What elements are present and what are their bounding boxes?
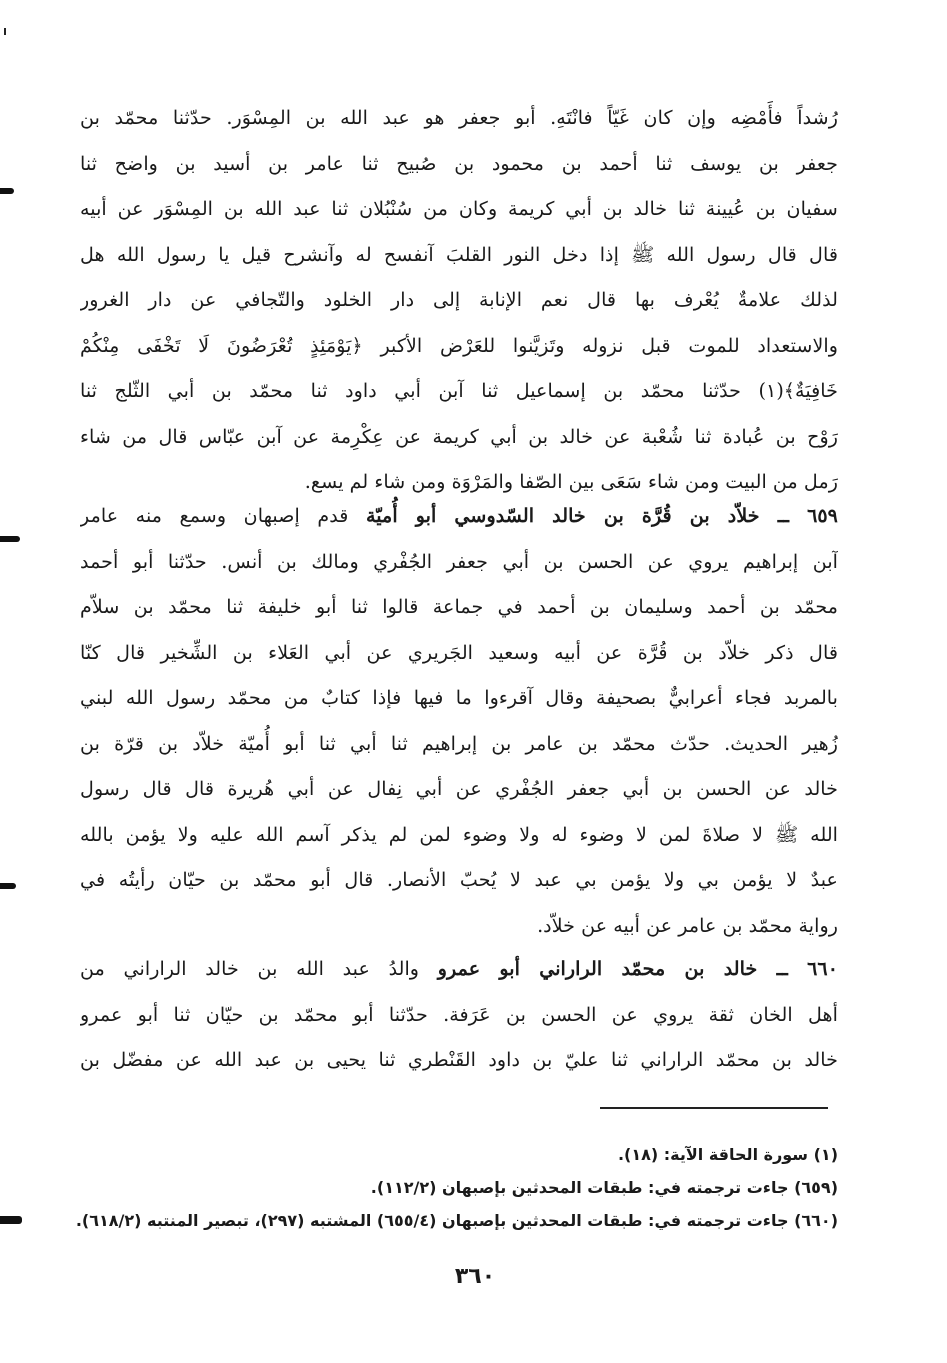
entry-heading-continuation: والدُ عبد الله بن خالد الراراني من — [80, 957, 438, 980]
text-line: خالد بن محمّد الراراني ثنا عليّ بن داود القَنْطري ثنا يحيى بن عبد الله عن مفضّل بن — [80, 1048, 838, 1071]
entry-660 — [80, 946, 838, 1083]
footnote: (٦٦٠) جاءت ترجمته في: طبقات المحدثين بإصبهان (٦٥٥/٤) المشتبه (٢٩٧)، تبصير المنتبه (٦١٨/٢). — [75, 1211, 838, 1230]
text-line: محمّد بن أحمد وسليمان بن أحمد في جماعة قالوا ثنا أبو خليفة ثنا محمّد بن سلاّم — [80, 595, 838, 618]
binding-mark — [0, 536, 20, 542]
footnote: (١) سورة الحاقة الآية: (١٨). — [617, 1145, 838, 1164]
page-number: ٣٦٠ — [454, 1264, 496, 1289]
text-line: رواية محمّد بن عامر عن أبيه عن خلاّد. — [537, 913, 838, 937]
text-line: الله ﷺ لا صلاةَ لمن لا وضوء له ولا وضوء لمن لم يذكر آسم الله عليه ولا يؤمن بالله — [80, 822, 838, 846]
scan-speck — [4, 28, 6, 35]
text-line: عبدٌ لا يؤمن بي ولا يؤمن بي عبد لا يُحبّ الأنصار. قال أبو محمّد بن حيّان رأيتُه في — [80, 868, 838, 891]
entry-first-line — [80, 946, 838, 992]
text-line: خالد عن الحسن بن أبي جعفر الجُفْري عن أبي نِفال عن أبي هُريرة قال قال رسول — [80, 777, 838, 800]
text-line: زُهير الحديث. حدّث محمّد بن عامر بن إبراهيم ثنا أبي ثنا أبو أُميّة خلاّد بن قرّة بن — [80, 731, 838, 755]
paragraph-hadith-continuation — [80, 95, 838, 505]
footnote: (٦٥٩) جاءت ترجمته في: طبقات المحدثين بإصبهان (١١٢/٢). — [370, 1178, 838, 1197]
text-line: لذلك علامةٌ يُعْرف بها قال نعم الإنابة إلى دار الخلود والتّجافي عن دار الغرور — [80, 288, 838, 311]
text-line: بالمربد فجاء أعرابيٌّ بصحيفة وقال آقرءوا ما فيها فإذا كتابٌ من محمّد رسول الله لبني — [80, 686, 838, 709]
entry-heading: ٦٦٠ ــ خالد بن محمّد الراراني أبو عمرو — [437, 957, 838, 980]
text-line: أهل الخان ثقة يروي عن الحسن بن عَرَفة. حدّثنا أبو محمّد بن حيّان ثنا أبو عمرو — [80, 1002, 838, 1026]
binding-mark — [0, 883, 16, 889]
footnotes — [75, 1138, 838, 1237]
binding-mark — [0, 1216, 22, 1224]
text-line: رَمل من البيت ومن شاء سَعَى بين الصّفا والمَرْوَة ومن شاء لم يسع. — [304, 470, 838, 493]
text-line: سفيان بن عُيينة ثنا خالد بن أبي كريمة وكان من سُنْبُلان ثنا عبد الله بن المِسْوَر عن أبيه — [80, 197, 838, 220]
text-line: رَوْح بن عُبادة ثنا شُعْبة عن خالد بن أبي كريمة عن عِكْرِمة عن آبن عبّاس قال من شاء — [80, 424, 838, 448]
text-line: رُشداً فأَمْضِه وإن كان غَيّاً فانْتَهِ. أبو جعفر هو عبد الله بن المِسْوَر. حدّثنا محمّد بن — [80, 106, 838, 129]
entry-659 — [80, 493, 838, 948]
text-line: قال ذكر خلاّد بن قُرَّة عن أبيه وسعيد الجَريري عن أبي العَلاء بن الشِّخير قال كنّا — [80, 640, 838, 664]
text-line: والاستعداد للموت قبل نزوله وتَزيَّنوا للعَرْض الأكبر ﴿يَوْمَئِذٍ تُعْرَضُونَ لَا تَخْفَى مِنْكُمْ — [80, 333, 838, 357]
text-line: آبن إبراهيم يروي عن الحسن بن أبي جعفر الجُفْري ومالك بن أنس. حدّثنا أبو أحمد — [80, 549, 838, 573]
text-line: قال قال رسول الله ﷺ إذا دخل النور القلبَ آنفسح له وآنشرح قيل يا رسول الله هل — [80, 242, 838, 266]
text-line: جعفر بن يوسف ثنا أحمد بن محمود بن صُبيح ثنا عامر بن أسيد بن واضح ثنا — [80, 151, 838, 175]
text-line: خَافِيَةٌ﴾(١) حدّثنا محمّد بن إسماعيل ثنا آبن أبي داود ثنا محمّد بن أبي الثّلج ثنا — [80, 379, 838, 402]
entry-first-line — [80, 493, 838, 539]
footnote-separator — [600, 1107, 828, 1109]
entry-heading-continuation: قدم إصبهان وسمع منه عامر — [80, 504, 366, 527]
binding-mark — [0, 188, 14, 194]
entry-heading: ٦٥٩ ــ خلاّد بن قُرَّة بن خالد السّدوسي أبو أُميّة — [365, 504, 838, 527]
